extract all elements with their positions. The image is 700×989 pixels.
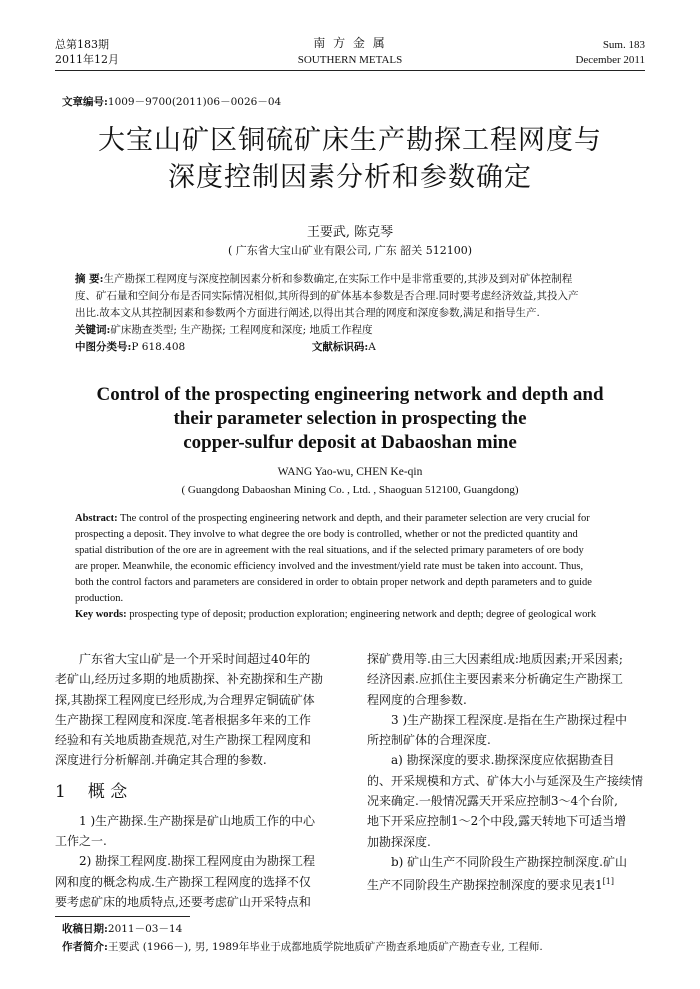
keywords-en-label: Key words:: [75, 609, 127, 620]
abstract-en: Abstract: The control of the prospecting engineering network and depth, and their parameter selection are very crucial for prospecting a deposit. They involve to what degree the ore body is controlled, whether or not the predicted quantity and spatial distribution of the ore are in agreement with the real situations, and if the selected primary parameters of ore body are proper. Meanwhile, the economic efficiency involved and the investment/yield rate must be taken into account. Thus, both the control factors and parameters are considered in order to obtain proper network and depth parameters and to guide production. Key words: prospecting type of deposit; production exploration; engineering network and depth; degree of geological work: [75, 513, 597, 620]
header-issue-en: Sum. 183: [602, 39, 645, 51]
header-date-en: December 2011: [575, 54, 645, 66]
title-cn-line-2: 深度控制因素分析和参数确定: [168, 162, 532, 193]
abstract-en-label: Abstract:: [75, 513, 118, 524]
header-journal-cn: 南 方 金 属: [313, 36, 387, 50]
footnote-author: 作者简介:王要武 (1966－), 男, 1989年毕业于成都地质学院地质矿产勘查系地质矿产勘查专业, 工程师.: [62, 941, 543, 953]
header-journal-en: SOUTHERN METALS: [297, 54, 403, 66]
clc-label: 中图分类号:: [75, 341, 132, 353]
title-en-line-2: their parameter selection in prospecting the: [173, 408, 527, 429]
header-date-cn: 2011年12月: [55, 53, 119, 66]
abstract-cn: 摘 要:生产勘探工程网度与深度控制因素分析和参数确定,在实际工作中是非常重要的,其涉及到对矿体控制程 度、矿石量和空间分布是否同实际情况相似,其所得到的矿体基本参数是否合理.同时要考虑经济效益,其投入产 出比.故本文从其控制因素和参数两个方面进行阐述,以得出其合理的网度和深度参数,满足和指导生产. 关键词:矿床勘查类型; 生产勘探; 工程网度和深度; 地质工作程度 中图分类号:P 618.408 文献标识码:A: [75, 273, 579, 353]
section-number: 1: [55, 781, 66, 802]
abstract-cn-label: 摘 要:: [75, 273, 104, 285]
keywords-cn-label: 关键词:: [75, 324, 111, 336]
title-en-line-3: copper-sulfur deposit at Dabaoshan mine: [183, 432, 517, 453]
body-right-column: 探矿费用等.由三大因素组成:地质因素;开采因素; 经济因素.应抓住主要因素来分析确定生产勘探工 程网度的合理参数. 3 )生产勘探工程深度.是指在生产勘探过程中 所控制矿体的合理深度. a) 勘探深度的要求.勘探深度应依据勘查目 的、开采规模和方式、矿体大小与延深及生产接续情 况来确定.一般情况露天开采应控制3～4个台阶, 地下开采应控制1～2个中段,露天转地下可适当增 加勘探深度. b) 矿山生产不同阶段生产勘探控制深度.矿山 生产不同阶段生产勘探控制深度的要求见表1[1]: [367, 652, 644, 893]
header-rule: [55, 70, 645, 71]
citation-ref: [1]: [602, 877, 614, 887]
doc-code-label: 文献标识码:: [311, 341, 369, 353]
clc-value: P 618.408: [131, 341, 186, 353]
footnote-received: 收稿日期:2011－03－14: [62, 923, 183, 935]
authors-cn: 王要武, 陈克琴: [306, 225, 394, 240]
doc-code-value: A: [368, 341, 376, 353]
keywords-en: prospecting type of deposit; production exploration; engineering network and depth; degree of geological work: [129, 609, 597, 620]
title-en-line-1: Control of the prospecting engineering network and depth and: [96, 384, 604, 405]
keywords-cn: 矿床勘查类型; 生产勘探; 工程网度和深度; 地质工作程度: [110, 324, 373, 336]
section-title: 概 念: [87, 781, 128, 802]
title-cn-line-1: 大宝山矿区铜硫矿床生产勘探工程网度与: [98, 125, 602, 156]
section-heading: [55, 775, 345, 809]
authors-en: WANG Yao-wu, CHEN Ke-qin: [277, 466, 423, 478]
footnote-rule: [55, 916, 190, 917]
affiliation-en: ( Guangdong Dabaoshan Mining Co. , Ltd. , Shaoguan 512100, Guangdong): [181, 484, 519, 496]
article-number: 文章编号:1009－9700(2011)06－0026－04: [62, 96, 282, 108]
body-left-column: 广东省大宝山矿是一个开采时间超过40年的 老矿山,经历过多期的地质勘探、补充勘探和生产勘 探,其勘探工程网度已经形成,为合理界定铜硫矿体 生产勘探工程网度和深度.笔者根据多年来的工作 经验和有关地质勘查规范,对生产勘探工程网度和 深度进行分析解剖.并确定其合理的参数. 1 概 念 1 )生产勘探.生产勘探是矿山地质工作的中心 工作之一. 2) 勘探工程网度.勘探工程网度由为勘探工程 网和度的概念构成.生产勘探工程网度的选择不仅 要考虑矿床的地质特点,还要考虑矿山开采特点和: [55, 649, 345, 912]
affiliation-cn: ( 广东省大宝山矿业有限公司, 广东 韶关 512100): [227, 244, 473, 257]
header-issue-cn: 总第183期: [55, 38, 109, 51]
